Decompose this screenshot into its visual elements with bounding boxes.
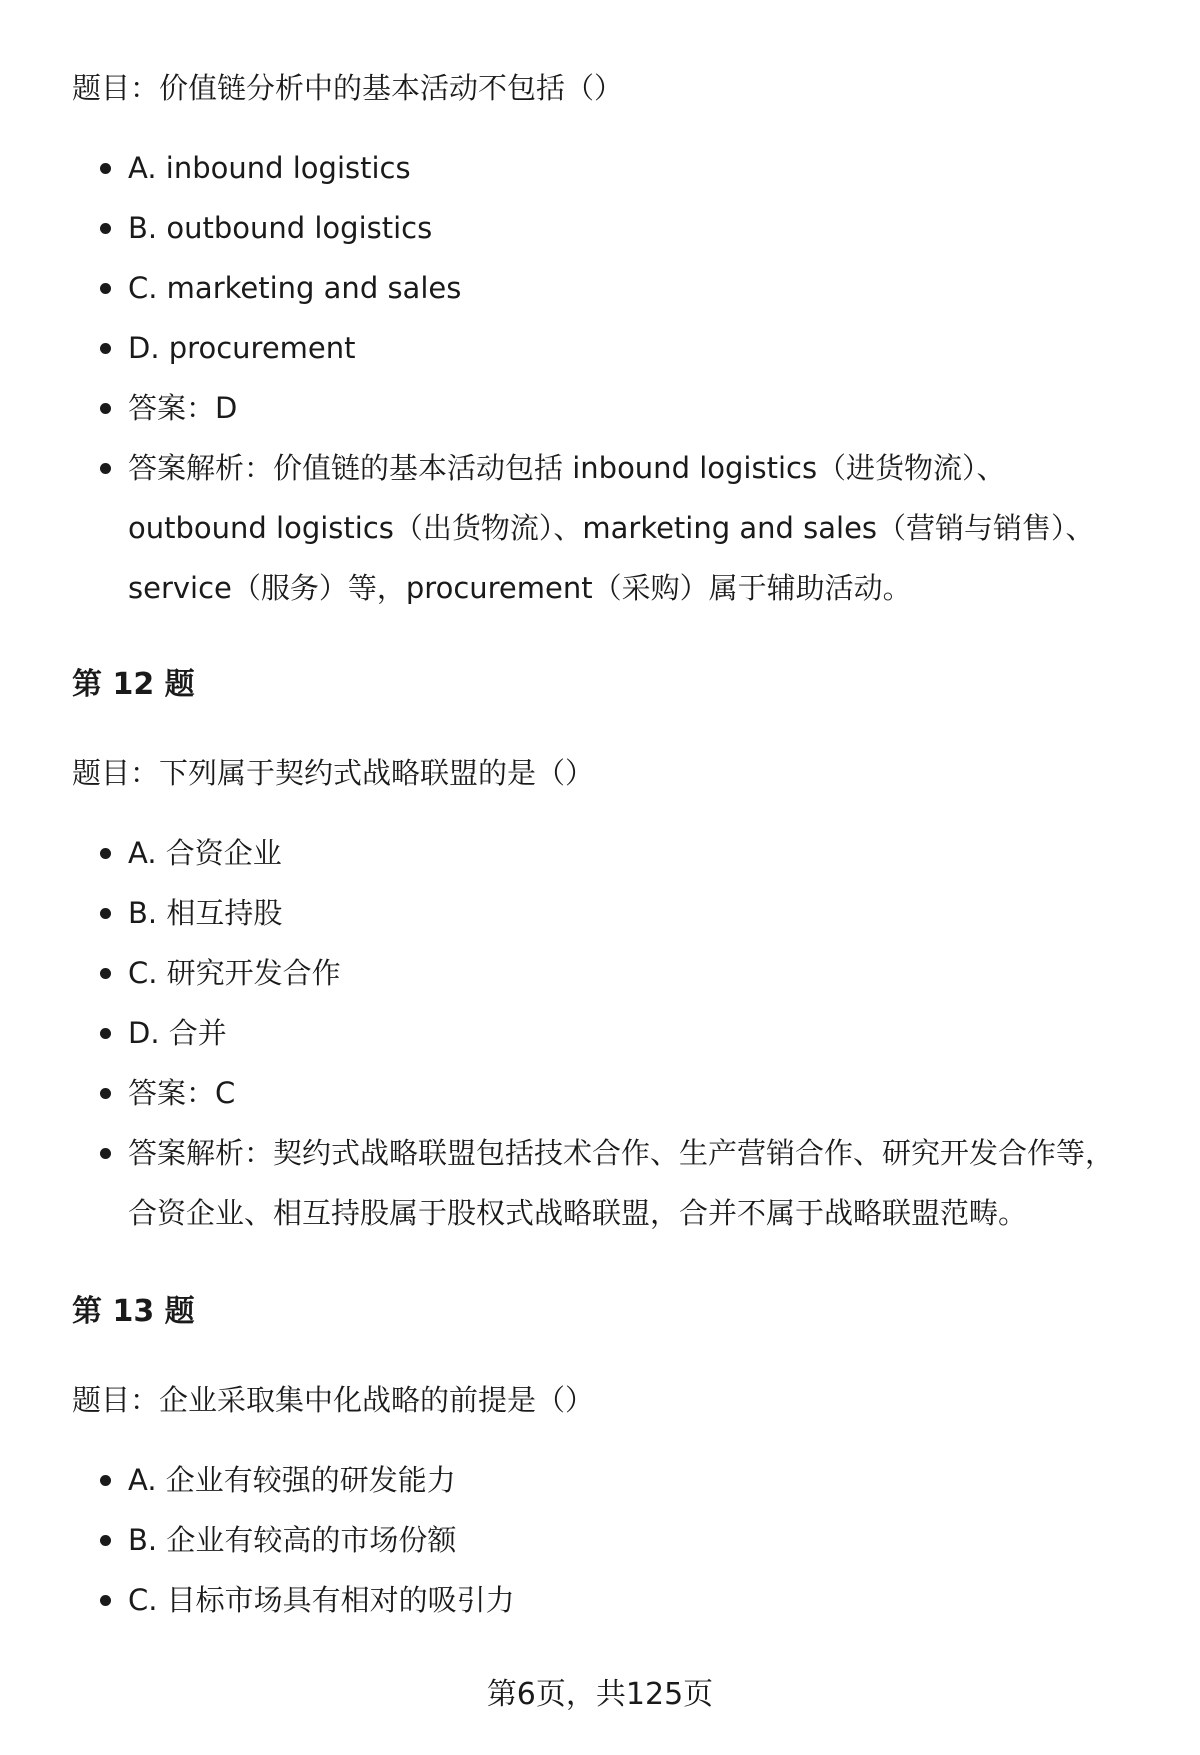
- question-title: 第 12 题: [72, 667, 195, 702]
- option-c: C. 研究开发合作: [72, 943, 1132, 1003]
- option-list: [72, 1450, 1132, 1630]
- option-b: B. 相互持股: [72, 883, 1132, 943]
- question-stem: 题目：下列属于契约式战略联盟的是（）: [72, 756, 595, 790]
- question-title: 第 13 题: [72, 1294, 195, 1329]
- option-a: A. 合资企业: [72, 823, 1132, 883]
- option-c: C. 目标市场具有相对的吸引力: [72, 1570, 1132, 1630]
- option-b: B. outbound logistics: [72, 198, 1132, 258]
- answer: 答案：C: [72, 1063, 1132, 1123]
- question-12: [72, 665, 1132, 1243]
- option-d: D. 合并: [72, 1003, 1132, 1063]
- option-c: C. marketing and sales: [72, 258, 1132, 318]
- option-b: B. 企业有较高的市场份额: [72, 1510, 1132, 1570]
- option-list: [72, 138, 1132, 618]
- option-a: A. 企业有较强的研发能力: [72, 1450, 1132, 1510]
- option-list: [72, 823, 1132, 1243]
- option-a: A. inbound logistics: [72, 138, 1132, 198]
- question-13: [72, 1292, 1132, 1630]
- page-footer: 第6页，共125页: [486, 1677, 714, 1712]
- question-stem: 题目：企业采取集中化战略的前提是（）: [72, 1383, 595, 1417]
- answer: 答案：D: [72, 378, 1132, 438]
- question-11: [72, 68, 1132, 618]
- option-d: D. procurement: [72, 318, 1132, 378]
- answer-explanation: 答案解析：价值链的基本活动包括 inbound logistics（进货物流）、outbound logistics（出货物流）、marketing and sales（营销与销售）、service（服务）等，procurement（采购）属于辅助活动。: [72, 438, 1132, 618]
- answer-explanation: 答案解析：契约式战略联盟包括技术合作、生产营销合作、研究开发合作等，合资企业、相互持股属于股权式战略联盟，合并不属于战略联盟范畴。: [72, 1123, 1132, 1243]
- question-stem: 题目：价值链分析中的基本活动不包括（）: [72, 71, 624, 105]
